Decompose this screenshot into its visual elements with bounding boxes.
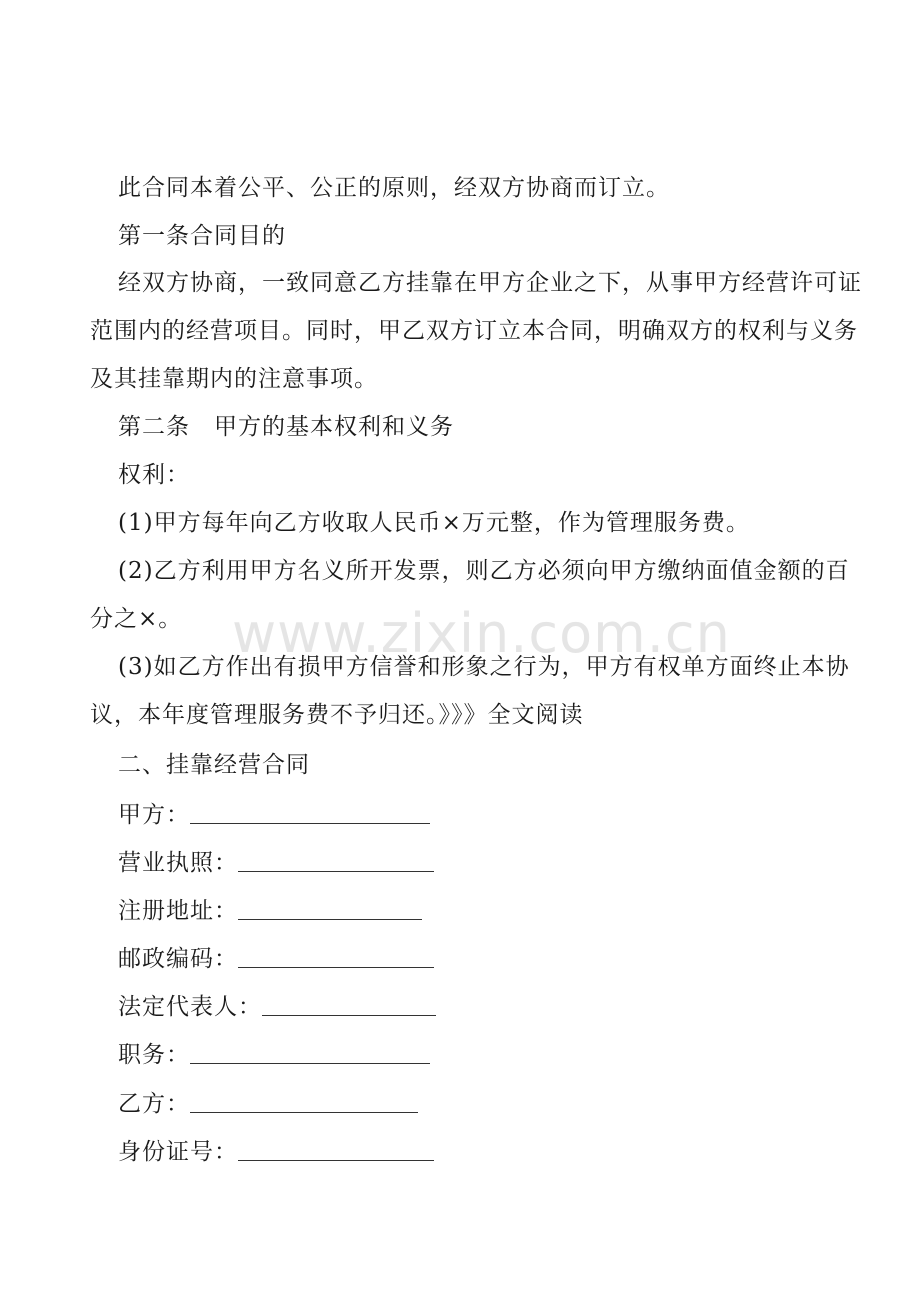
article-2-heading: 第二条 甲方的基本权利和义务 (118, 414, 454, 440)
field-party-a (118, 799, 430, 830)
field-business-license (118, 847, 434, 878)
field-registered-address (118, 895, 422, 926)
section-2-heading: 二、挂靠经营合同 (118, 752, 310, 778)
field-postal-code (118, 943, 434, 974)
field-legal-representative (118, 991, 436, 1022)
field-business-license-blank[interactable] (238, 849, 434, 872)
right-item-1: (1)甲方每年向乙方收取人民币×万元整，作为管理服务费。 (118, 510, 750, 536)
article-1-text-line-2: 范围内的经营项目。同时，甲乙双方订立本合同，明确双方的权利与义务 (90, 318, 858, 344)
right-item-3-line-1: (3)如乙方作出有损甲方信誉和形象之行为，甲方有权单方面终止本协 (118, 654, 850, 680)
field-party-a-label: 甲方： (118, 802, 190, 828)
watermark-text: www.zixin.com.cn (232, 602, 731, 665)
field-party-b (118, 1088, 418, 1119)
field-id-number (118, 1136, 434, 1167)
field-id-number-blank[interactable] (238, 1138, 434, 1161)
field-business-license-label: 营业执照： (118, 850, 238, 876)
right-item-2-line-1: (2)乙方利用甲方名义所开发票，则乙方必须向甲方缴纳面值金额的百 (118, 558, 850, 584)
field-registered-address-label: 注册地址： (118, 898, 238, 924)
field-legal-representative-blank[interactable] (262, 993, 436, 1016)
right-item-3-line-2[interactable]: 议，本年度管理服务费不予归还。》》》全文阅读 (90, 702, 584, 728)
field-legal-representative-label: 法定代表人： (118, 994, 262, 1020)
field-position-label: 职务： (118, 1042, 190, 1068)
right-item-2-line-2: 分之×。 (90, 606, 183, 632)
article-1-text-line-3: 及其挂靠期内的注意事项。 (90, 366, 378, 392)
field-party-b-blank[interactable] (190, 1090, 418, 1113)
field-postal-code-blank[interactable] (238, 945, 434, 968)
field-party-b-label: 乙方： (118, 1091, 190, 1117)
intro-paragraph: 此合同本着公平、公正的原则，经双方协商而订立。 (118, 175, 670, 201)
field-position (118, 1039, 430, 1070)
field-position-blank[interactable] (190, 1041, 430, 1064)
article-1-heading: 第一条合同目的 (118, 223, 286, 249)
rights-label: 权利： (118, 462, 190, 488)
field-party-a-blank[interactable] (190, 801, 430, 824)
field-registered-address-blank[interactable] (238, 897, 422, 920)
field-id-number-label: 身份证号： (118, 1139, 238, 1165)
field-postal-code-label: 邮政编码： (118, 946, 238, 972)
article-1-text-line-1: 经双方协商，一致同意乙方挂靠在甲方企业之下，从事甲方经营许可证 (118, 270, 862, 296)
